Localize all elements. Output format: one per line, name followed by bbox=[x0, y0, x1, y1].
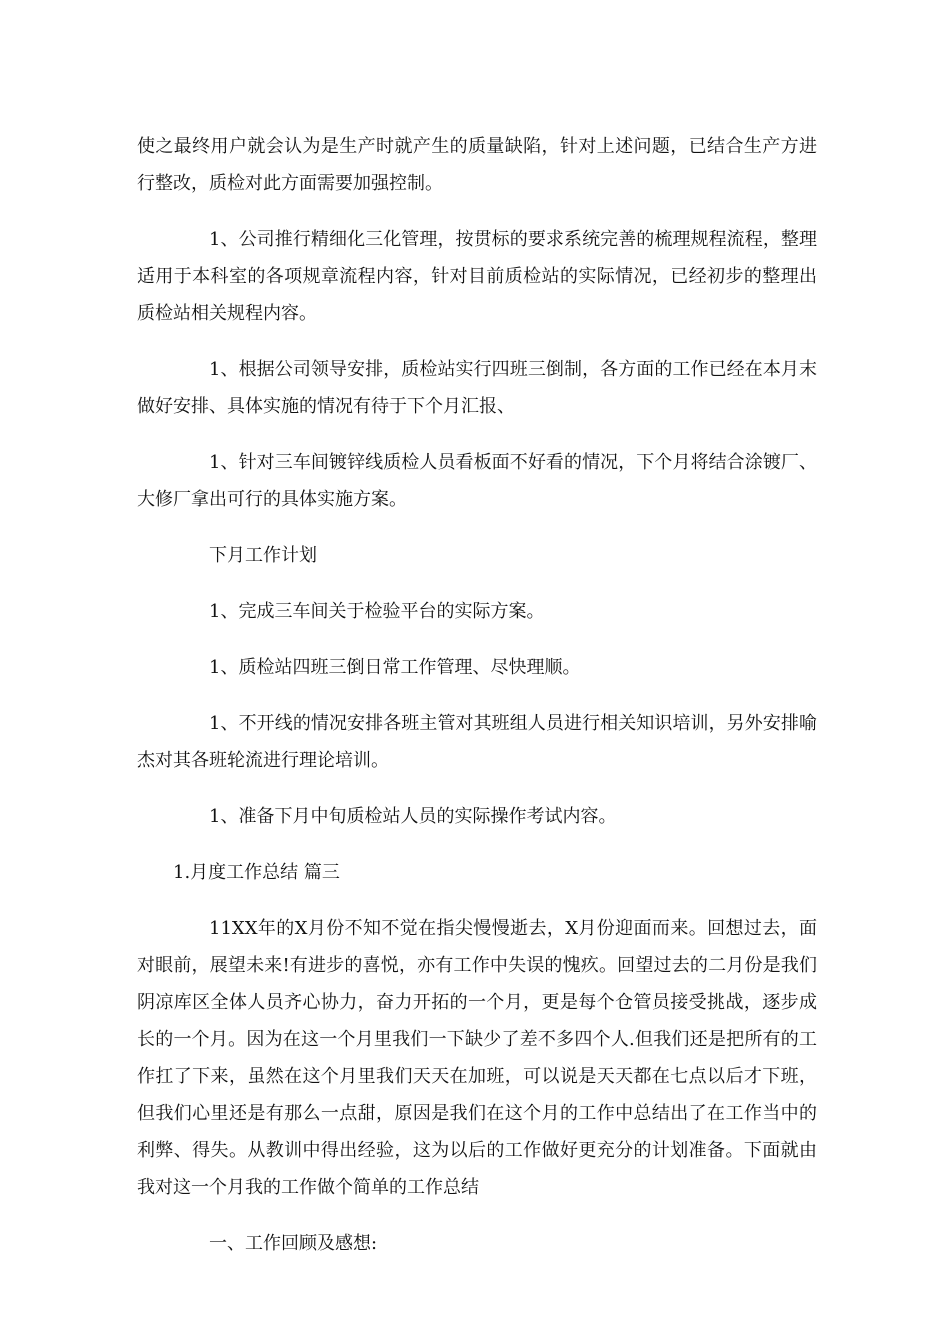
paragraph-item-1: 1、公司推行精细化三化管理，按贯标的要求系统完善的梳理规程流程，整理适用于本科室的各项规章流程内容，针对目前质检站的实际情况，已经初步的整理出质检站相关规程内容。 bbox=[137, 229, 817, 324]
paragraph-item-2: 1、根据公司领导安排，质检站实行四班三倒制，各方面的工作已经在本月末做好安排、具体实施的情况有待于下个月汇报、 bbox=[137, 359, 817, 417]
plan-item-3: 1、不开线的情况安排各班主管对其班组人员进行相关知识培训，另外安排喻杰对其各班轮流进行理论培训。 bbox=[137, 713, 817, 771]
section-heading-plan: 下月工作计划 bbox=[209, 545, 317, 566]
summary-paragraph: 11XX年的X月份不知不觉在指尖慢慢逝去，X月份迎面而来。回想过去，面对眼前，展望未来!有进步的喜悦，亦有工作中失误的愧疚。回望过去的二月份是我们阴凉库区全体人员齐心协力，奋力开拓的一个月，更是每个仓管员接受挑战，逐步成长的一个月。因为在这一个月里我们一下缺少了差不多四个人.但我们还是把所有的工作扛了下来，虽然在这个月里我们天天在加班，可以说是天天都在七点以后才下班，但我们心里还是有那么一点甜，原因是我们在这个月的工作中总结出了在工作当中的利弊、得失。从教训中得出经验，这为以后的工作做好更充分的计划准备。下面就由我对这一个月我的工作做个简单的工作总结 bbox=[137, 918, 817, 1198]
plan-item-4: 1、准备下月中旬质检站人员的实际操作考试内容。 bbox=[209, 806, 617, 827]
section-heading-review: 一、工作回顾及感想: bbox=[209, 1233, 378, 1254]
section-heading-part-three: 1.月度工作总结 篇三 bbox=[173, 862, 340, 883]
paragraph-continuation: 使之最终用户就会认为是生产时就产生的质量缺陷，针对上述问题，已结合生产方进行整改，质检对此方面需要加强控制。 bbox=[137, 136, 817, 194]
paragraph-item-3: 1、针对三车间镀锌线质检人员看板面不好看的情况，下个月将结合涂镀厂、大修厂拿出可行的具体实施方案。 bbox=[137, 452, 817, 510]
document-body bbox=[137, 128, 817, 1281]
plan-item-2: 1、质检站四班三倒日常工作管理、尽快理顺。 bbox=[209, 657, 581, 678]
plan-item-1: 1、完成三车间关于检验平台的实际方案。 bbox=[209, 601, 545, 622]
